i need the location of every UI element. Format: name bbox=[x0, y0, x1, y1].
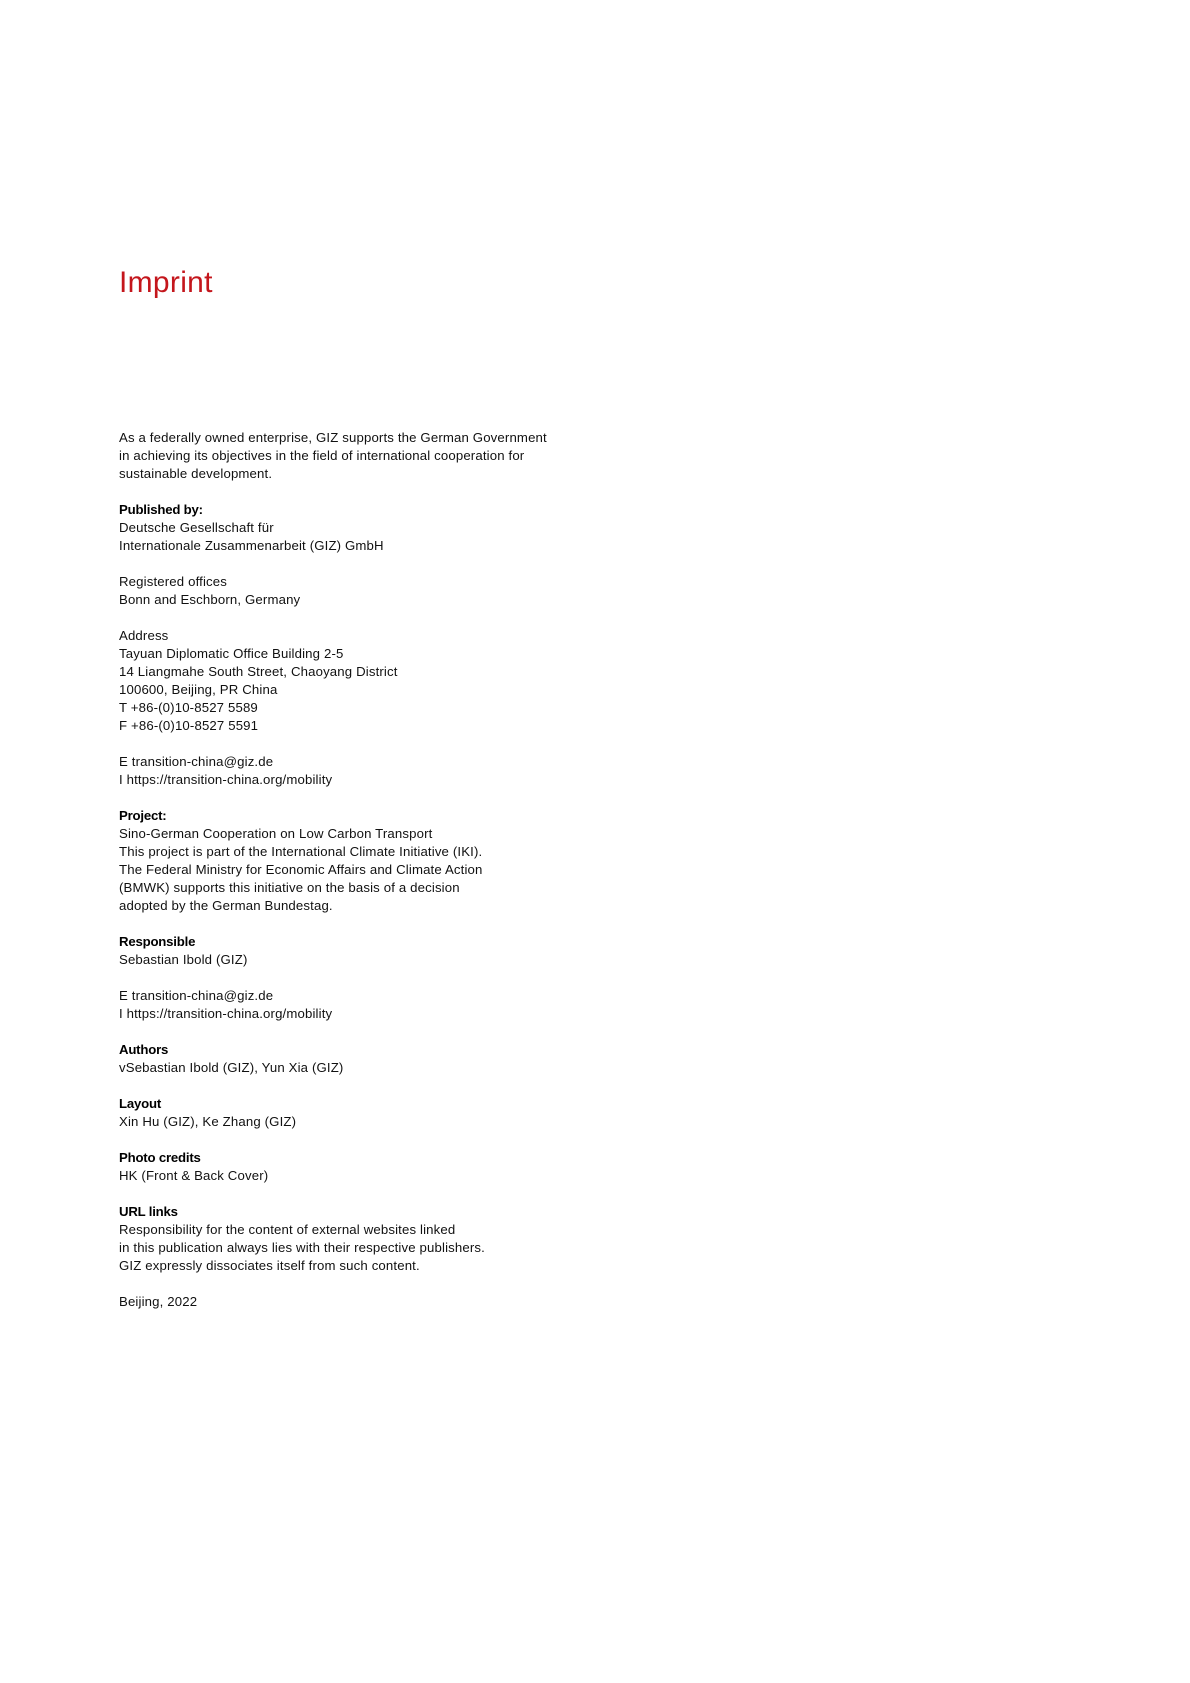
registered-offices-value: Bonn and Eschborn, Germany bbox=[119, 592, 301, 607]
authors-heading: Authors bbox=[119, 1042, 169, 1057]
project-line: The Federal Ministry for Economic Affairs and Climate Action bbox=[119, 862, 483, 877]
intro-line: in achieving its objectives in the field of international cooperation for bbox=[119, 448, 525, 463]
photo-credits-heading: Photo credits bbox=[119, 1150, 201, 1165]
publisher-name-line: Internationale Zusammenarbeit (GIZ) GmbH bbox=[119, 538, 384, 553]
registered-offices-section bbox=[119, 573, 639, 609]
project-section bbox=[119, 807, 639, 915]
contact-section bbox=[119, 987, 639, 1023]
contact-section bbox=[119, 753, 639, 789]
email-link[interactable]: E transition-china@giz.de bbox=[119, 754, 274, 769]
phone-line: T +86-(0)10-8527 5589 bbox=[119, 700, 258, 715]
place-date: Beijing, 2022 bbox=[119, 1294, 198, 1309]
email-link[interactable]: E transition-china@giz.de bbox=[119, 988, 274, 1003]
intro-line: As a federally owned enterprise, GIZ supports the German Government bbox=[119, 430, 547, 445]
layout-heading: Layout bbox=[119, 1096, 162, 1111]
publisher-name-line: Deutsche Gesellschaft für bbox=[119, 520, 274, 535]
url-links-line: Responsibility for the content of external websites linked bbox=[119, 1222, 456, 1237]
published-by-section bbox=[119, 501, 639, 555]
project-line: This project is part of the International Climate Initiative (IKI). bbox=[119, 844, 483, 859]
layout-section bbox=[119, 1095, 639, 1131]
address-line: 100600, Beijing, PR China bbox=[119, 682, 278, 697]
url-links-section bbox=[119, 1203, 639, 1275]
project-line: adopted by the German Bundestag. bbox=[119, 898, 333, 913]
project-line: (BMWK) supports this initiative on the basis of a decision bbox=[119, 880, 460, 895]
published-by-heading: Published by: bbox=[119, 502, 203, 517]
fax-line: F +86-(0)10-8527 5591 bbox=[119, 718, 259, 733]
registered-offices-label: Registered offices bbox=[119, 574, 228, 589]
website-link[interactable]: I https://transition-china.org/mobility bbox=[119, 772, 333, 787]
url-links-line: in this publication always lies with their respective publishers. bbox=[119, 1240, 485, 1255]
imprint-content bbox=[119, 429, 639, 1329]
photo-credits-value: HK (Front & Back Cover) bbox=[119, 1168, 269, 1183]
address-label: Address bbox=[119, 628, 169, 643]
responsible-name: Sebastian Ibold (GIZ) bbox=[119, 952, 248, 967]
layout-names: Xin Hu (GIZ), Ke Zhang (GIZ) bbox=[119, 1114, 297, 1129]
url-links-line: GIZ expressly dissociates itself from such content. bbox=[119, 1258, 420, 1273]
responsible-section bbox=[119, 933, 639, 969]
project-heading: Project: bbox=[119, 808, 167, 823]
authors-names: vSebastian Ibold (GIZ), Yun Xia (GIZ) bbox=[119, 1060, 344, 1075]
address-line: 14 Liangmahe South Street, Chaoyang District bbox=[119, 664, 398, 679]
url-links-heading: URL links bbox=[119, 1204, 178, 1219]
project-line: Sino-German Cooperation on Low Carbon Transport bbox=[119, 826, 433, 841]
intro-line: sustainable development. bbox=[119, 466, 273, 481]
address-section bbox=[119, 627, 639, 735]
photo-credits-section bbox=[119, 1149, 639, 1185]
responsible-heading: Responsible bbox=[119, 934, 196, 949]
address-line: Tayuan Diplomatic Office Building 2-5 bbox=[119, 646, 344, 661]
authors-section bbox=[119, 1041, 639, 1077]
intro-paragraph bbox=[119, 429, 639, 483]
page-title: Imprint bbox=[119, 266, 213, 299]
place-date-section bbox=[119, 1293, 639, 1311]
website-link[interactable]: I https://transition-china.org/mobility bbox=[119, 1006, 333, 1021]
